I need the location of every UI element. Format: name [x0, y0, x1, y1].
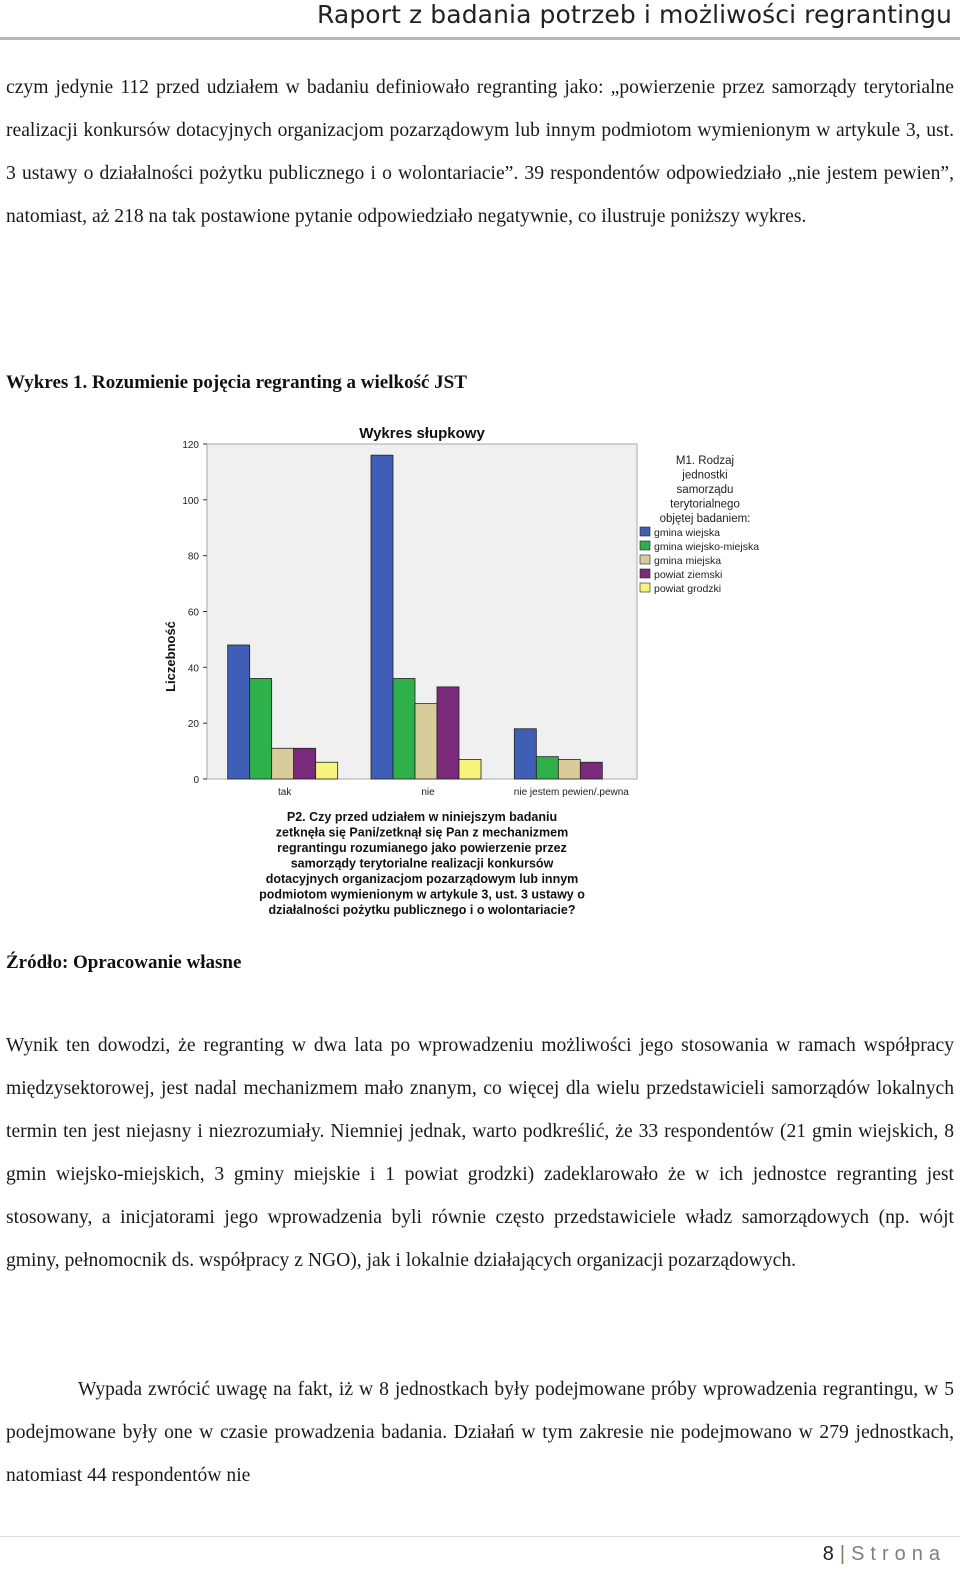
bar-0-0 — [228, 645, 250, 779]
x-tick-label-2: nie jestem pewien/.pewna — [513, 787, 629, 798]
bar-1-2 — [415, 704, 437, 779]
footer-separator: | — [839, 1543, 846, 1565]
x-axis-label-line-4: dotacyjnych organizacjom pozarządowym lub innym — [265, 872, 579, 886]
bar-2-3 — [580, 762, 602, 779]
bar-0-1 — [250, 679, 272, 780]
legend-title-line-2: samorządu — [676, 484, 734, 496]
y-tick-label-4: 80 — [187, 551, 199, 563]
footer-divider — [0, 1536, 960, 1537]
legend-label-4: powiat grodzki — [654, 583, 722, 595]
legend-title-line-1: jednostki — [682, 469, 728, 482]
bar-chart — [150, 418, 810, 928]
bar-2-0 — [514, 729, 536, 779]
legend-title-line-4: objętej badaniem: — [659, 513, 751, 525]
legend-title-line-3: terytorialnego — [670, 498, 740, 511]
legend-label-2: gmina miejska — [654, 555, 722, 567]
bar-1-0 — [371, 455, 393, 779]
legend-swatch-0 — [640, 527, 650, 536]
legend-label-1: gmina wiejsko-miejska — [654, 541, 760, 553]
header-divider — [0, 37, 960, 40]
y-tick-label-3: 60 — [187, 607, 199, 619]
legend-label-0: gmina wiejska — [654, 527, 720, 539]
bar-1-4 — [459, 759, 481, 779]
bar-chart-svg — [150, 418, 810, 928]
legend-swatch-1 — [640, 541, 650, 550]
y-tick-label-6: 120 — [182, 440, 199, 451]
page-word: Strona — [851, 1543, 946, 1565]
report-title: Raport z badania potrzeb i możliwości regrantingu — [317, 0, 952, 29]
legend-label-3: powiat ziemski — [654, 569, 723, 581]
body-paragraph-3: Wypada zwrócić uwagę na fakt, iż w 8 jednostkach były podejmowane próby wprowadzenia regrantingu, w 5 podejmowane były one w czasie prowadzenia badania. Działań w tym zakresie nie podejmowano w 279 jednostkach, natomiast 44 respondentów nie — [6, 1379, 954, 1486]
legend-swatch-3 — [640, 569, 650, 578]
y-tick-label-1: 20 — [187, 719, 199, 731]
y-tick-label-0: 0 — [193, 775, 199, 786]
x-axis-label-line-5: podmiotom wymienionym w artykule 3, ust. 3 ustawy o — [259, 887, 585, 902]
bar-2-2 — [558, 759, 580, 779]
bar-0-4 — [316, 762, 338, 779]
figure-source: Źródło: Opracowanie własne — [6, 952, 242, 973]
bar-0-2 — [272, 748, 294, 779]
legend-swatch-2 — [640, 555, 650, 564]
bar-1-1 — [393, 679, 415, 780]
x-tick-label-0: tak — [277, 787, 292, 798]
x-axis-label-line-2: regrantingu rozumianego jako powierzenie przez — [277, 841, 567, 855]
page-number: 8 — [822, 1543, 834, 1565]
chart-title: Wykres słupkowy — [359, 425, 485, 442]
bar-1-3 — [437, 687, 459, 779]
bar-2-1 — [536, 757, 558, 779]
y-tick-label-2: 40 — [187, 663, 199, 675]
page-footer — [823, 1543, 946, 1566]
legend-title-line-0: M1. Rodzaj — [675, 455, 735, 467]
bar-0-3 — [294, 748, 316, 779]
legend-swatch-4 — [640, 583, 650, 592]
x-tick-label-1: nie — [421, 787, 435, 798]
body-paragraph-2: Wynik ten dowodzi, że regranting w dwa lata po wprowadzeniu możliwości jego stosowania w ramach współpracy międzysektorowej, jest nadal mechanizmem mało znanym, co więcej dla wielu przedstawicieli samorządów lokalnych termin ten jest niejasny i niezrozumiały. Niemniej jednak, warto podkreślić, że 33 respondentów (21 gmin wiejskich, 8 gmin wiejsko-miejskich, 3 gminy miejskie i 1 powiat grodzki) zadeklarowało że w ich jednostce regranting jest stosowany, a inicjatorami jego wprowadzenia byli równie często przedstawiciele władz samorządowych (np. wójt gminy, pełnomocnik ds. współpracy z NGO), jak i lokalnie działających organizacji pozarządowych. — [6, 1035, 954, 1271]
figure-caption: Wykres 1. Rozumienie pojęcia regranting a wielkość JST — [6, 372, 467, 393]
y-axis-label: Liczebność — [163, 621, 178, 692]
x-axis-label-line-0: P2. Czy przed udziałem w niniejszym badaniu — [286, 810, 558, 824]
body-paragraph-1: czym jedynie 112 przed udziałem w badaniu definiowało regranting jako: „powierzenie przez samorządy terytorialne realizacji konkursów dotacyjnych organizacjom pozarządowym lub innym podmiotom wymienionym w artykule 3, ust. 3 ustawy o działalności pożytku publicznego i o wolontariacie”. 39 respondentów odpowiedziało „nie jestem pewien”, natomiast, aż 218 na tak postawione pytanie odpowiedziało negatywnie, co ilustruje poniższy wykres. — [6, 77, 954, 227]
x-axis-label-line-1: zetknęła się Pani/zetknął się Pan z mechanizmem — [275, 825, 569, 840]
x-axis-label-line-3: samorządy terytorialne realizacji konkursów — [290, 856, 554, 871]
y-tick-label-5: 100 — [182, 495, 199, 507]
x-axis-label-line-6: działalności pożytku publicznego i o wolontariacie? — [268, 903, 576, 917]
page-header — [0, 0, 960, 38]
